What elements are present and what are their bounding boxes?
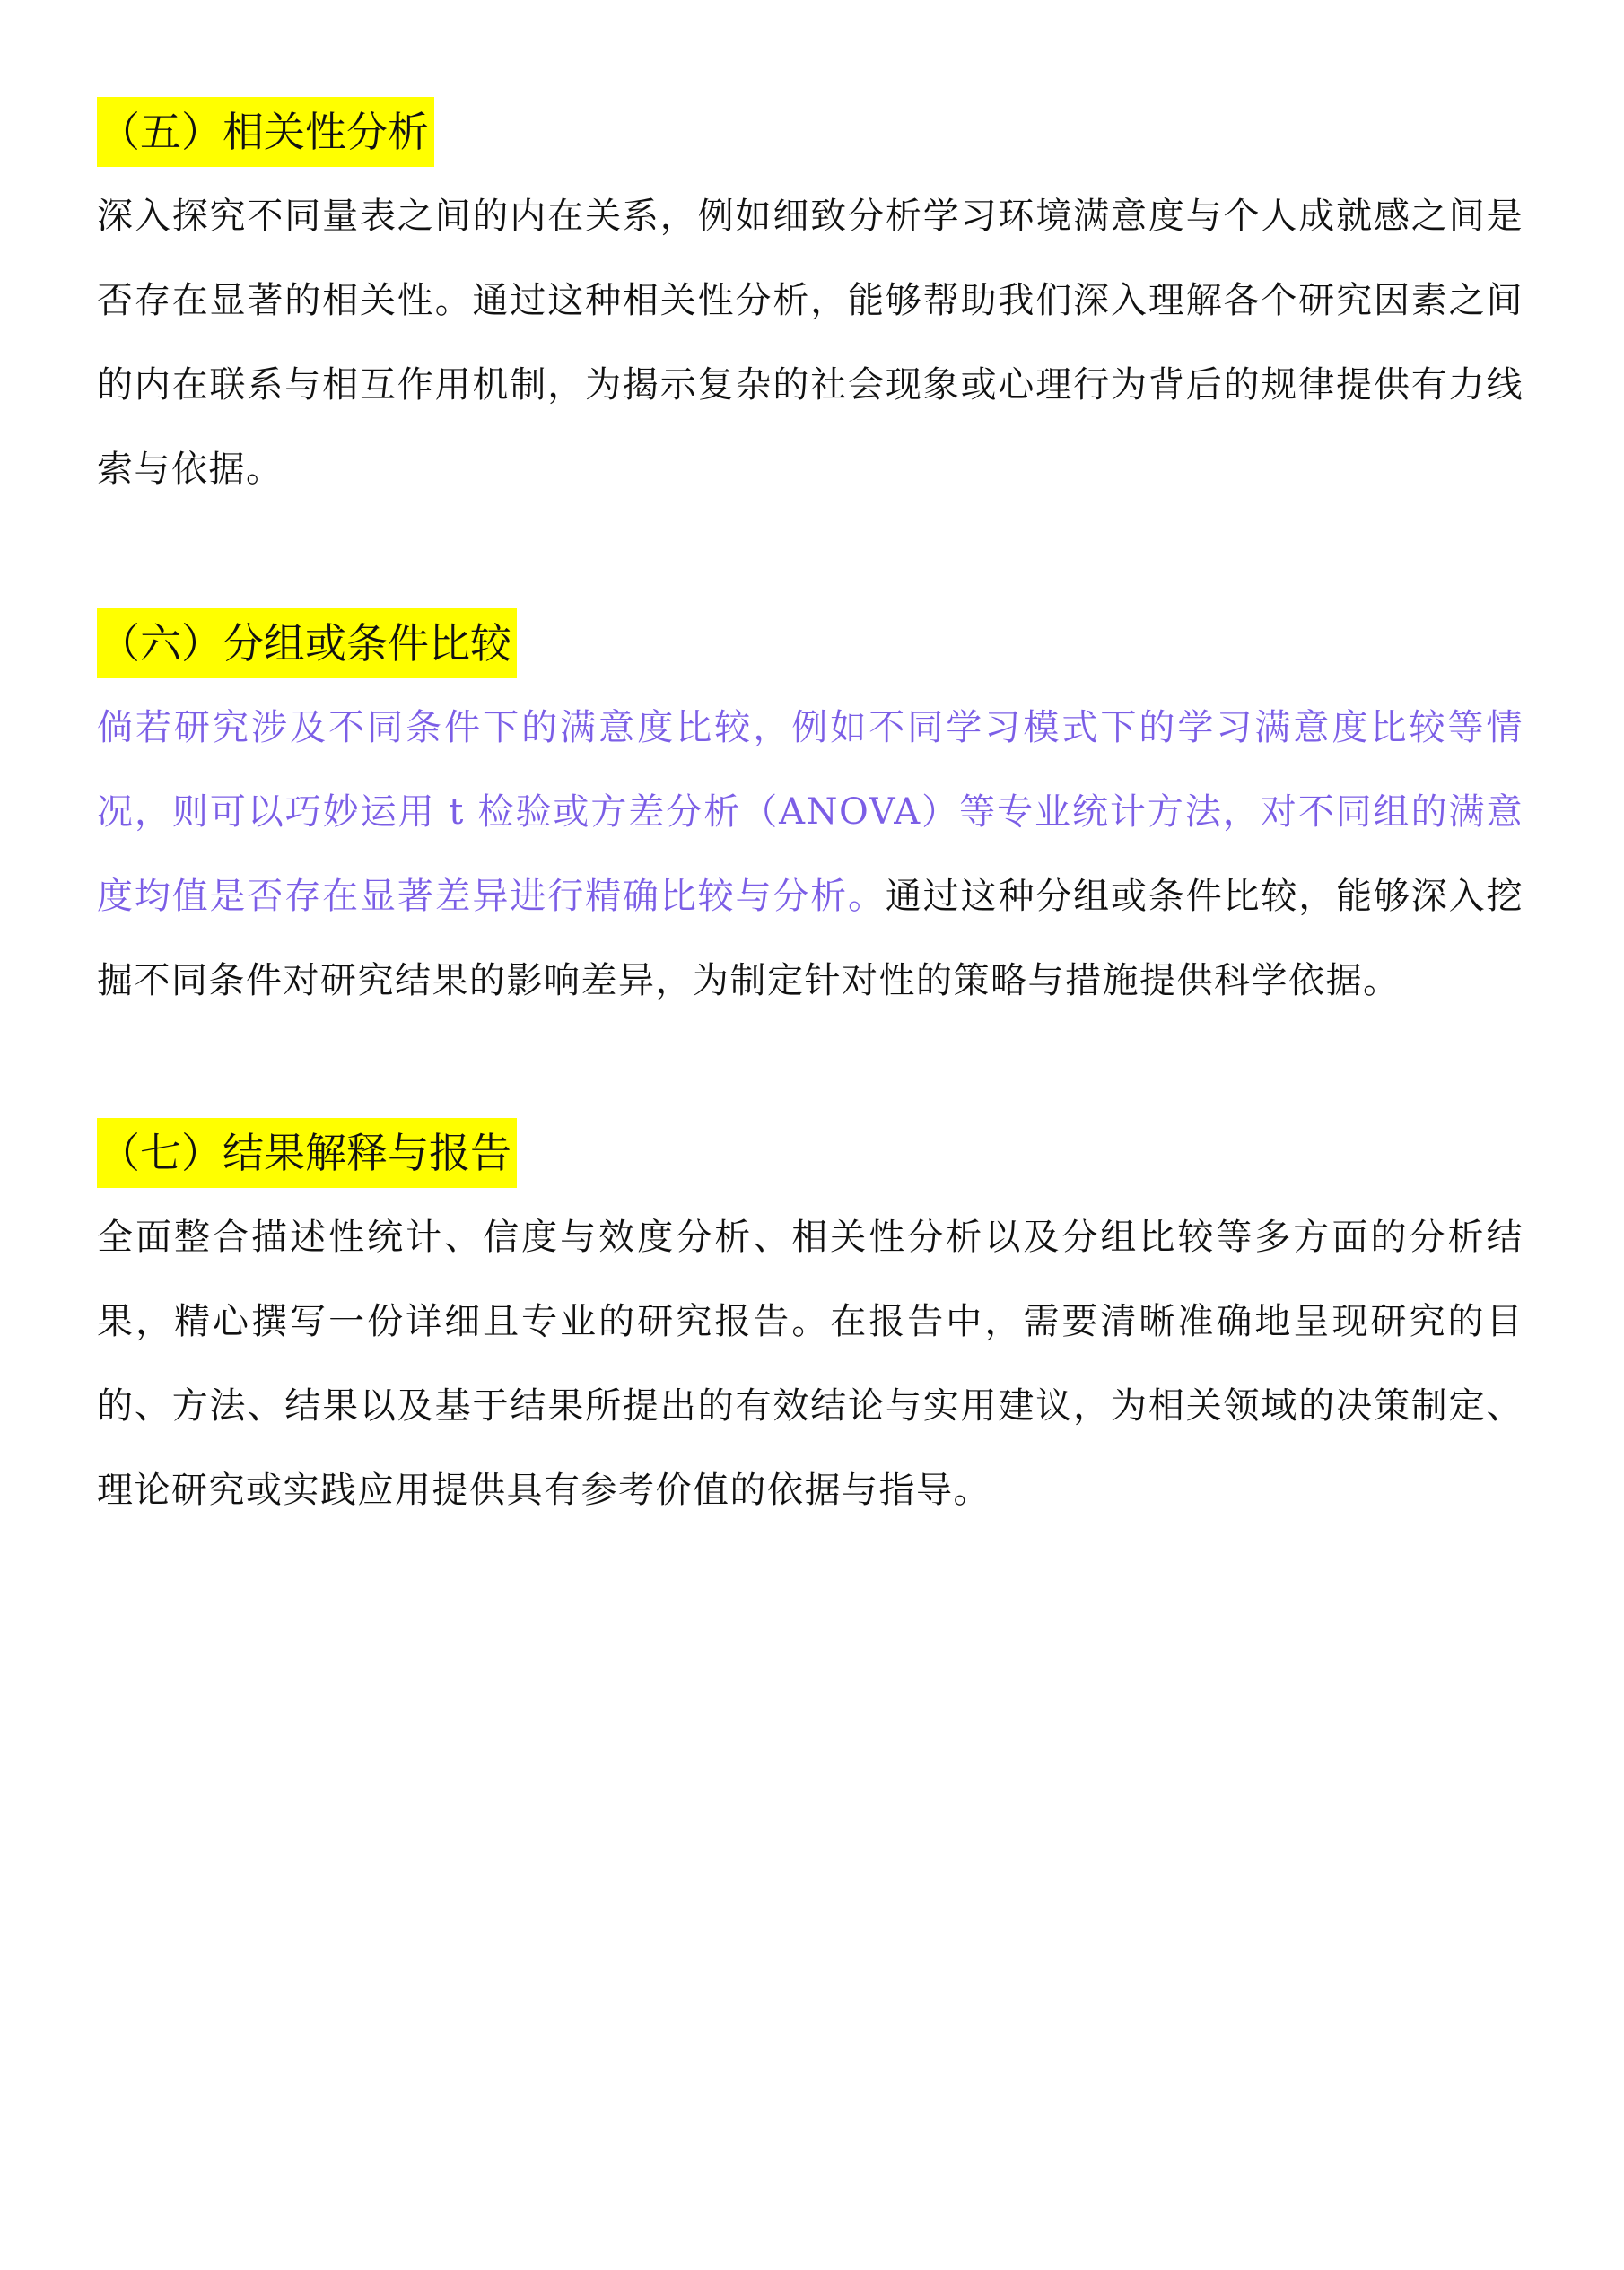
section-heading: （六）分组或条件比较	[97, 608, 517, 678]
highlighted-text: 倘若研究涉及不同条件下的满意度比较，例如不同学习模式下的学习满意度比较等情况，则可以巧妙运用 t 检验或方差分析（ANOVA）等专业统计方法，对不同组的满意度均值是否存在显著差异进行精确比较与分析。	[97, 707, 1524, 917]
section-heading: （五）相关性分析	[97, 97, 434, 167]
section-group-comparison	[97, 608, 1524, 1023]
paragraph-text: 通过这种分组或条件比较，能够深入挖掘不同条件对研究结果的影响差异，为制定针对性的策略与措施提供科学依据。	[97, 876, 1524, 1001]
section-paragraph: 深入探究不同量表之间的内在关系，例如细致分析学习环境满意度与个人成就感之间是否存在显著的相关性。通过这种相关性分析，能够帮助我们深入理解各个研究因素之间的内在联系与相互作用机制，为揭示复杂的社会现象或心理行为背后的规律提供有力线索与依据。	[97, 196, 1524, 490]
section-correlation-analysis	[97, 97, 1524, 511]
section-heading: （七）结果解释与报告	[97, 1118, 517, 1188]
section-paragraph	[97, 685, 1524, 1023]
section-paragraph: 全面整合描述性统计、信度与效度分析、相关性分析以及分组比较等多方面的分析结果，精心撰写一份详细且专业的研究报告。在报告中，需要清晰准确地呈现研究的目的、方法、结果以及基于结果所提出的有效结论与实用建议，为相关领域的决策制定、理论研究或实践应用提供具有参考价值的依据与指导。	[97, 1217, 1524, 1511]
section-results-report	[97, 1118, 1524, 1532]
